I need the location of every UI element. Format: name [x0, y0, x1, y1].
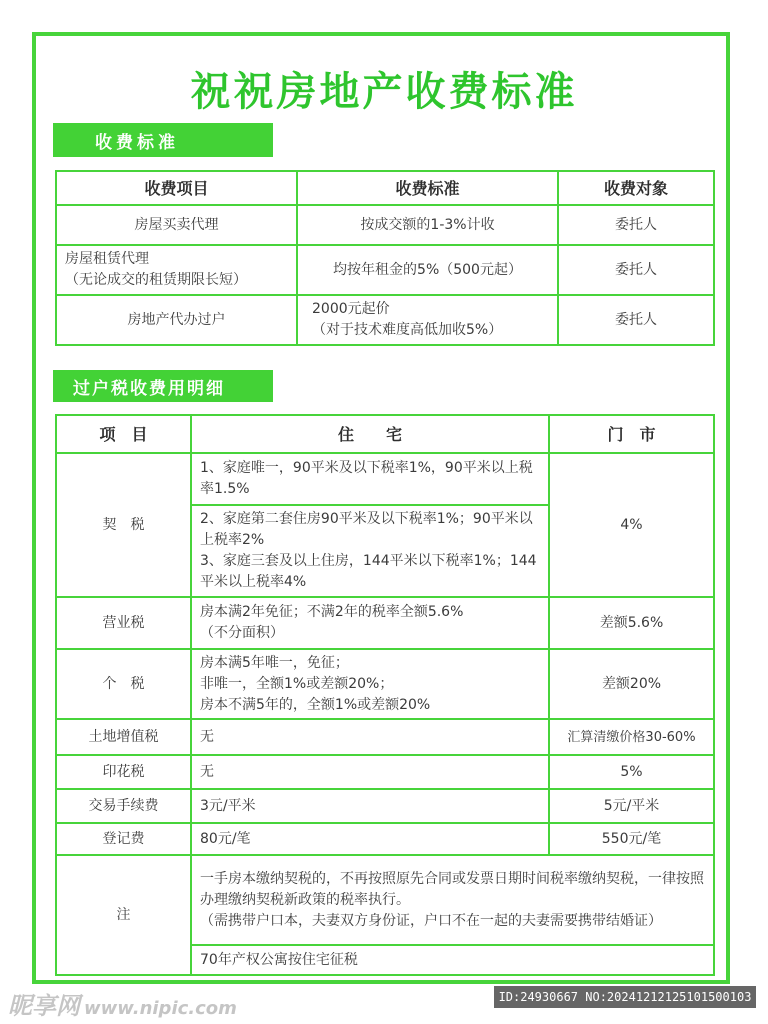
residential-rate-cell [191, 505, 549, 597]
tax-name: 契 税 [56, 453, 191, 597]
shop-rate: 5% [549, 755, 714, 789]
table-row [56, 719, 714, 755]
residential-rate: 3、家庭三套及以上住房，144平米以下税率1%；144平米以上税率4% [200, 553, 537, 590]
residential-rate-cell [191, 597, 549, 649]
shop-rate: 5元/平米 [549, 789, 714, 823]
table-row [56, 855, 714, 945]
shop-rate: 差额20% [549, 649, 714, 719]
table-row [56, 823, 714, 855]
shop-rate: 汇算清缴价格30-60% [549, 719, 714, 755]
residential-rate: 房本满5年唯一，免征； [200, 654, 349, 671]
table-row [56, 205, 714, 245]
fee-standard-table [55, 170, 715, 346]
column-header: 项 目 [56, 415, 191, 453]
residential-rate: 3元/平米 [191, 789, 549, 823]
fee-item: 房屋租赁代理 [65, 251, 149, 267]
fee-target: 委托人 [558, 245, 714, 295]
column-header: 门 市 [549, 415, 714, 453]
watermark-logo [8, 986, 237, 1021]
residential-rate-cell [191, 649, 549, 719]
residential-rate: 1、家庭唯一，90平米及以下税率1%，90平米以上税率1.5% [191, 453, 549, 505]
shop-rate: 差额5.6% [549, 597, 714, 649]
note-label: 注 [56, 855, 191, 975]
table-row [56, 649, 714, 719]
watermark-logo-text: 昵享网 [8, 992, 80, 1020]
fee-item: 房地产代办过户 [56, 295, 297, 345]
column-header: 住 宅 [191, 415, 549, 453]
residential-rate: 房本不满5年的，全额1%或差额20% [200, 696, 431, 713]
fee-standard: 2000元起价 [312, 301, 390, 317]
residential-rate: 80元/笔 [191, 823, 549, 855]
column-header: 收费对象 [558, 171, 714, 205]
fee-target: 委托人 [558, 295, 714, 345]
tax-name: 印花税 [56, 755, 191, 789]
fee-item: 房屋买卖代理 [56, 205, 297, 245]
residential-rate: 房本满2年免征；不满2年的税率全额5.6% [200, 604, 464, 620]
tax-name: 土地增值税 [56, 719, 191, 755]
section-header-transfer-tax: 过户税收费用明细 [53, 370, 273, 402]
column-header: 收费标准 [297, 171, 558, 205]
table-row [56, 789, 714, 823]
shop-rate: 550元/笔 [549, 823, 714, 855]
fee-item-note: （无论成交的租赁期限长短） [65, 272, 247, 288]
note-text: 一手房本缴纳契税的，不再按照原先合同或发票日期时间税率缴纳契税，一律按照办理缴纳契税新政策的税率执行。 [200, 870, 704, 908]
residential-rate: 非唯一，全额1%或差额20%； [200, 675, 394, 692]
shop-rate: 4% [549, 453, 714, 597]
fee-standard-cell [297, 295, 558, 345]
section-header-fees: 收费标准 [53, 123, 273, 157]
watermark-id: ID:24930667 NO:20241212125101500103 [494, 986, 756, 1008]
note-text: （需携带户口本，夫妻双方身份证，户口不在一起的夫妻需要携带结婚证） [200, 912, 662, 929]
table-row [56, 245, 714, 295]
tax-name: 营业税 [56, 597, 191, 649]
transfer-tax-table [55, 414, 715, 976]
residential-rate: 2、家庭第二套住房90平米及以下税率1%；90平米以上税率2% [200, 511, 533, 548]
page-title: 祝祝房地产收费标准 [190, 69, 578, 115]
table-header-row [56, 171, 714, 205]
watermark-url: www.nipic.com [84, 998, 237, 1019]
table-row [56, 597, 714, 649]
tax-name: 交易手续费 [56, 789, 191, 823]
residential-rate: （不分面积） [200, 625, 284, 641]
tax-name: 个 税 [56, 649, 191, 719]
table-row [56, 755, 714, 789]
residential-rate: 无 [191, 719, 549, 755]
fee-target: 委托人 [558, 205, 714, 245]
note-cell [191, 855, 714, 945]
column-header: 收费项目 [56, 171, 297, 205]
table-row [56, 295, 714, 345]
fee-standard: 均按年租金的5%（500元起） [297, 245, 558, 295]
fee-item-cell [56, 245, 297, 295]
fee-standard-note: （对于技术难度高低加收5%） [312, 322, 503, 338]
note-text: 70年产权公寓按住宅征税 [191, 945, 714, 975]
table-row [56, 453, 714, 505]
fee-standard: 按成交额的1-3%计收 [297, 205, 558, 245]
tax-name: 登记费 [56, 823, 191, 855]
residential-rate: 无 [191, 755, 549, 789]
table-header-row [56, 415, 714, 453]
